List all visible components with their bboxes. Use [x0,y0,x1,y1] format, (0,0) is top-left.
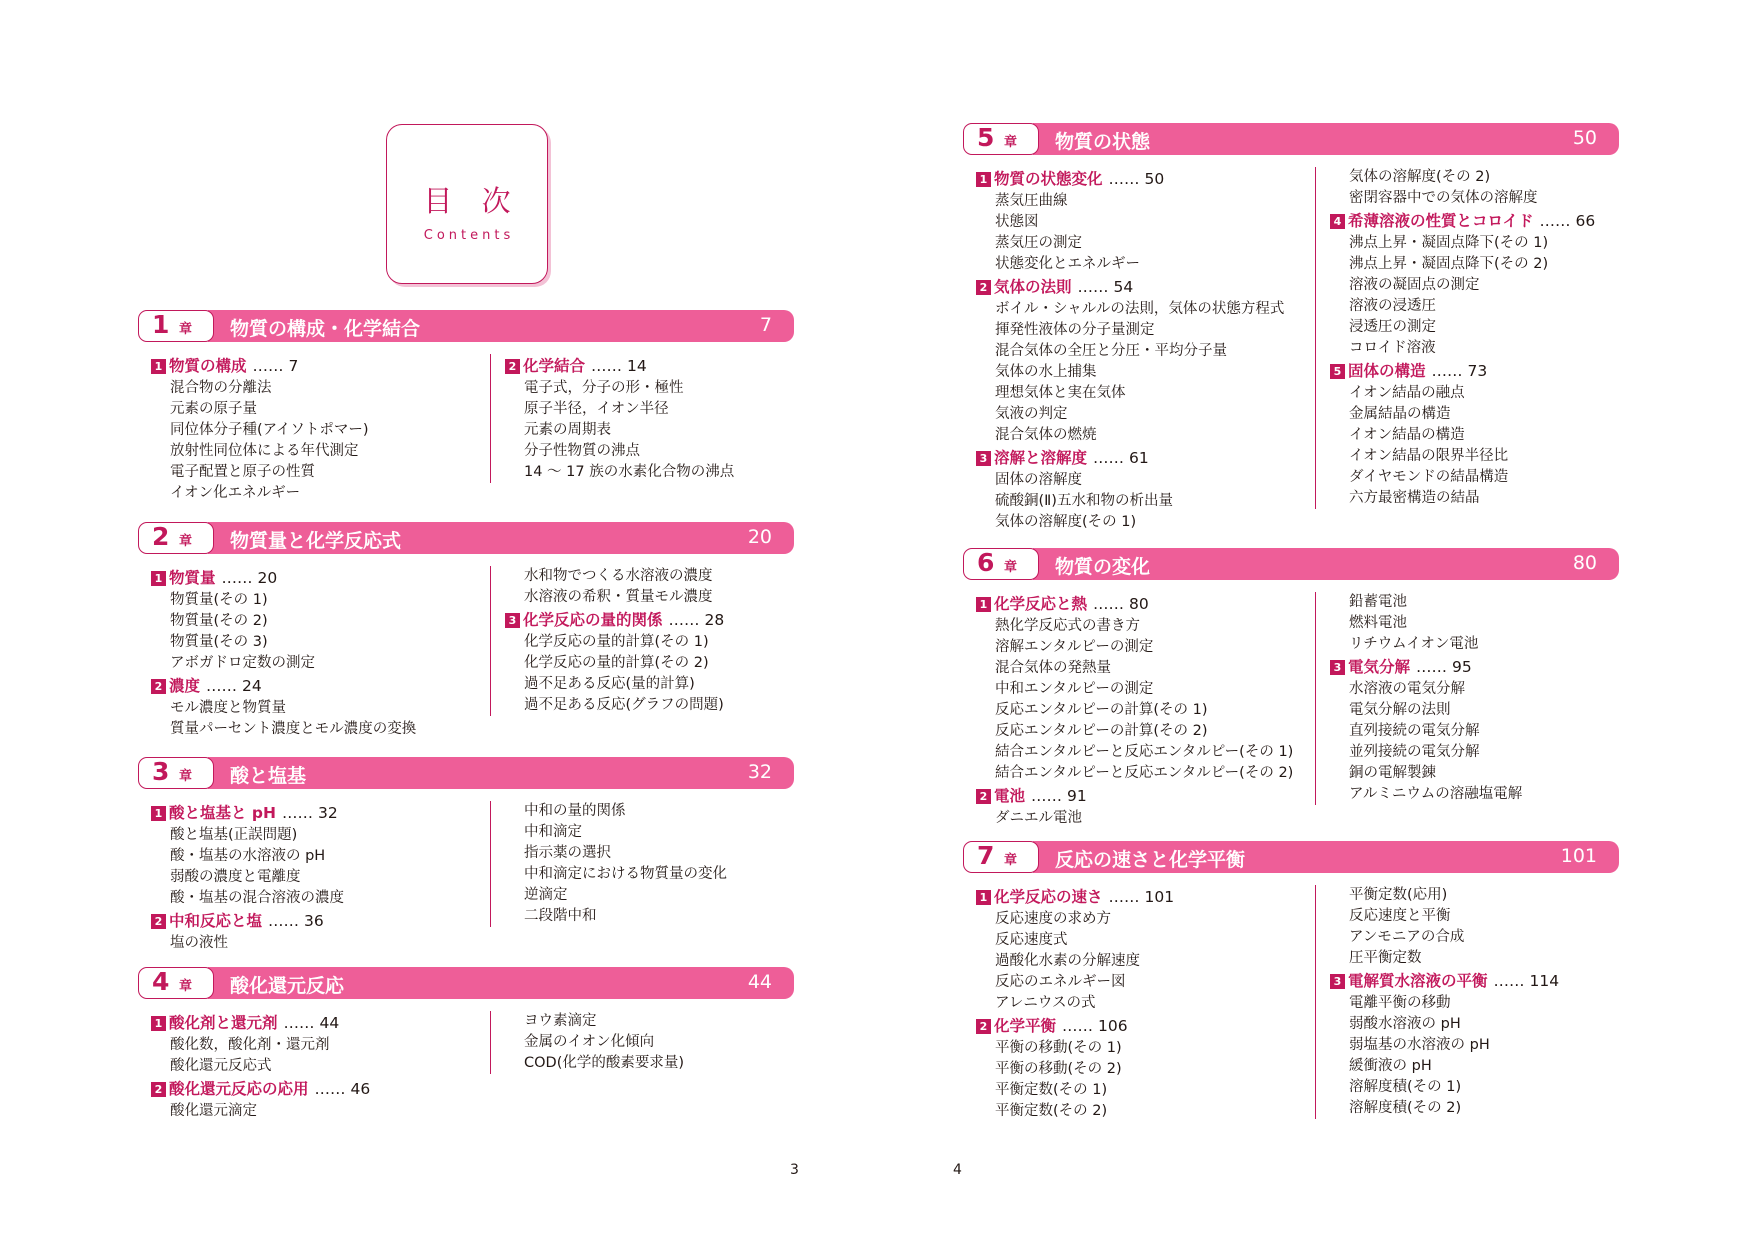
chapter-page: 7 [759,314,772,336]
section-page: 24 [242,677,262,695]
topic-item[interactable]: 沸点上昇・凝固点降下(その 2) [1349,256,1549,272]
topic-item[interactable]: 物質量(その 3) [170,634,268,650]
section-entry[interactable] [505,354,805,378]
chapter-title: 物質の状態 [1055,131,1151,153]
section-title: 固体の構造 [1348,362,1426,380]
section-leader-dots: …… [668,611,700,629]
topic-item[interactable]: 平衡定数(その 2) [995,1103,1108,1119]
chapter-number-tag [138,522,214,554]
section-page: 20 [257,569,278,587]
section-page: 54 [1113,278,1134,296]
topic-item[interactable]: ダニエル電池 [995,810,1082,826]
topic-item[interactable]: 平衡の移動(その 2) [995,1061,1122,1077]
section-leader-dots: …… [1108,170,1140,188]
topic-item[interactable]: 二段階中和 [524,908,597,924]
topic-item[interactable]: 過不足ある反応(量的計算) [524,676,695,692]
section-number-badge: 1 [976,597,991,612]
section-entry[interactable] [976,275,1306,299]
topic-item[interactable]: 状態変化とエネルギー [995,256,1140,272]
section-leader-dots: …… [1416,658,1448,676]
section-leader-dots: …… [1431,362,1463,380]
section-leader-dots: …… [221,569,253,587]
chapter-suffix: 章 [179,534,193,549]
section-leader-dots: …… [1493,972,1525,990]
chapter-title: 酸と塩基 [230,765,307,787]
chapter-number-tag [138,310,214,342]
topic-item[interactable]: 平衡定数(応用) [1349,887,1448,903]
topic-item[interactable]: 酸・塩基の混合溶液の濃度 [170,890,344,906]
section-entry[interactable] [151,674,481,698]
section-leader-dots: …… [1539,212,1571,230]
topic-item[interactable]: ボイル・シャルルの法則，気体の状態方程式 [995,301,1285,317]
chapter-number: 6 [977,548,995,577]
topic-item[interactable]: 過酸化水素の分解速度 [995,953,1140,969]
chapter-right-column [490,354,805,483]
topic-item[interactable]: イオン結晶の融点 [1349,385,1465,401]
topic-item[interactable]: 平衡定数(その 1) [995,1082,1108,1098]
topic-item[interactable]: 化学反応の量的計算(その 2) [524,655,709,671]
section-number-badge: 3 [1330,660,1345,675]
section-page: 80 [1129,595,1149,613]
chapter-number-tag [963,841,1039,873]
chapter-page: 44 [747,971,772,993]
section-number-badge: 1 [151,359,166,374]
section-number-badge: 2 [976,789,991,804]
section-entry[interactable] [151,801,481,825]
topic-item[interactable]: 圧平衡定数 [1349,950,1422,966]
topic-item[interactable]: 指示薬の選択 [524,845,611,861]
section-title: 酸化還元反応の応用 [169,1080,309,1098]
topic-item[interactable]: 電気分解の法則 [1349,702,1451,718]
topic-item[interactable]: 弱酸の濃度と電離度 [170,869,301,885]
section-number-badge: 4 [1330,214,1345,229]
topic-item[interactable]: 分子性物質の沸点 [524,443,640,459]
section-entry[interactable] [151,1011,481,1035]
topic-item[interactable]: 蒸気圧曲線 [995,193,1068,209]
chapter-header[interactable] [138,310,794,342]
topic-item[interactable]: 結合エンタルピーと反応エンタルピー(その 1) [995,744,1294,760]
chapter-page: 101 [1560,845,1597,867]
topic-item[interactable]: イオン結晶の構造 [1349,427,1465,443]
chapter-right-column [490,566,805,716]
topic-item[interactable]: 酸化還元反応式 [170,1058,272,1074]
chapter-page: 80 [1572,552,1597,574]
section-page: 95 [1452,658,1472,676]
topic-item[interactable]: 酸化還元滴定 [170,1103,257,1119]
topic-item[interactable]: 理想気体と実在気体 [995,385,1126,401]
chapter-title: 物質の変化 [1055,556,1151,578]
topic-item[interactable]: 反応速度の求め方 [995,911,1111,927]
section-leader-dots: …… [1093,449,1125,467]
section-number-badge: 1 [151,1016,166,1031]
chapter-left-column [976,592,1306,829]
section-title: 濃度 [169,677,201,695]
chapter-header[interactable] [138,757,794,789]
topic-item[interactable]: 溶解エンタルピーの測定 [995,639,1154,655]
section-title: 化学平衡 [994,1017,1057,1035]
topic-item[interactable]: コロイド溶液 [1349,340,1436,356]
topic-item[interactable]: 反応エンタルピーの計算(その 2) [995,723,1208,739]
topic-item[interactable]: 逆滴定 [524,887,568,903]
topic-item[interactable]: 水和物でつくる水溶液の濃度 [524,568,713,584]
topic-item[interactable]: アルミニウムの溶融塩電解 [1349,786,1523,802]
chapter-header[interactable] [963,123,1619,155]
topic-item[interactable]: 物質量(その 2) [170,613,268,629]
section-page: 101 [1144,888,1175,906]
topic-item[interactable]: 熱化学反応式の書き方 [995,618,1140,634]
section-entry[interactable] [976,784,1306,808]
chapter-number: 1 [152,310,170,339]
chapter-right-column [490,1011,805,1074]
topic-item[interactable]: 塩の液性 [170,935,228,951]
chapter-right-column [490,801,805,927]
topic-item[interactable]: 混合気体の燃焼 [995,427,1097,443]
section-leader-dots: …… [206,677,238,695]
section-leader-dots: …… [1031,787,1063,805]
chapter-suffix: 章 [179,979,193,994]
folio-left: 3 [790,1162,799,1178]
topic-item[interactable]: 溶液の凝固点の測定 [1349,277,1480,293]
section-title: 物質量 [169,569,216,587]
section-entry[interactable] [151,566,481,590]
chapter-number: 5 [977,123,995,152]
topic-item[interactable]: アレニウスの式 [995,995,1096,1011]
section-entry[interactable] [976,1014,1306,1038]
chapter-suffix: 章 [1004,135,1018,150]
chapter-left-column [976,885,1306,1122]
contents-title-box [386,124,548,284]
chapter-left-column [151,566,481,740]
chapter-left-column [151,801,481,954]
section-page: 44 [319,1014,340,1032]
section-entry[interactable] [976,885,1306,909]
topic-item[interactable]: 鉛蓄電池 [1349,594,1407,610]
section-number-badge: 2 [151,914,166,929]
topic-item[interactable]: 固体の溶解度 [995,472,1082,488]
chapter-number-tag [963,123,1039,155]
section-entry[interactable] [976,167,1306,191]
section-entry[interactable] [151,1077,481,1101]
section-title: 物質の状態変化 [994,170,1103,188]
topic-item[interactable]: 原子半径，イオン半径 [524,401,669,417]
topic-item[interactable]: 平衡の移動(その 1) [995,1040,1122,1056]
chapter-suffix: 章 [179,322,193,337]
chapter-page: 32 [747,761,772,783]
chapter-right-column [1315,592,1630,805]
chapter-header[interactable] [138,967,794,999]
chapter-number-tag [138,967,214,999]
topic-item[interactable]: リチウムイオン電池 [1349,636,1479,652]
chapter-left-column [151,354,481,504]
section-leader-dots: …… [283,1014,315,1032]
contents-title: 目 次 [423,184,521,218]
topic-item[interactable]: 混合気体の全圧と分圧・平均分子量 [995,343,1227,359]
section-number-badge: 1 [151,571,166,586]
section-title: 化学反応と熱 [994,595,1088,613]
section-entry[interactable] [151,909,481,933]
topic-item[interactable]: 蒸気圧の測定 [995,235,1082,251]
section-title: 希薄溶液の性質とコロイド [1348,212,1534,230]
section-entry[interactable] [151,354,481,378]
topic-item[interactable]: ダイヤモンドの結晶構造 [1349,469,1509,485]
topic-item[interactable]: アボガドロ定数の測定 [170,655,315,671]
topic-item[interactable]: 混合気体の発熱量 [995,660,1111,676]
section-page: 7 [288,357,299,375]
topic-item[interactable]: 反応速度と平衡 [1349,908,1451,924]
section-leader-dots: …… [1062,1017,1094,1035]
topic-item[interactable]: 放射性同位体による年代測定 [170,443,359,459]
section-number-badge: 2 [976,1019,991,1034]
chapter-page: 20 [747,526,772,548]
chapter-page: 50 [1572,127,1597,149]
topic-item[interactable]: 結合エンタルピーと反応エンタルピー(その 2) [995,765,1294,781]
section-leader-dots: …… [1077,278,1109,296]
section-title: 酸と塩基と pH [169,804,276,822]
topic-item[interactable]: 緩衝液の pH [1349,1058,1432,1074]
chapter-number: 7 [977,841,995,870]
topic-item[interactable]: 化学反応の量的計算(その 1) [524,634,709,650]
section-entry[interactable] [505,608,805,632]
topic-item[interactable]: 元素の原子量 [170,401,257,417]
section-leader-dots: …… [281,804,313,822]
topic-item[interactable]: 中和滴定における物質量の変化 [524,866,727,882]
section-number-badge: 3 [505,613,520,628]
section-entry[interactable] [1330,655,1630,679]
section-entry[interactable] [1330,209,1630,233]
section-entry[interactable] [1330,359,1630,383]
topic-item[interactable]: ヨウ素滴定 [524,1013,597,1029]
section-number-badge: 3 [976,451,991,466]
section-leader-dots: …… [1108,888,1140,906]
topic-item[interactable]: 電子式，分子の形・極性 [524,380,684,396]
section-entry[interactable] [976,592,1306,616]
chapter-right-column [1315,885,1630,1119]
topic-item[interactable]: 気体の溶解度(その 1) [995,514,1137,530]
section-title: 中和反応と塩 [169,912,263,930]
topic-item[interactable]: 中和滴定 [524,824,582,840]
topic-item[interactable]: 中和エンタルピーの測定 [995,681,1154,697]
section-number-badge: 2 [151,679,166,694]
topic-item[interactable]: 状態図 [995,214,1039,230]
topic-item[interactable]: 酸・塩基の水溶液の pH [170,848,326,864]
topic-item[interactable]: 電子配置と原子の性質 [170,464,315,480]
topic-item[interactable]: 酸化数，酸化剤・還元剤 [170,1037,330,1053]
section-title: 電解質水溶液の平衡 [1348,972,1488,990]
section-page: 28 [704,611,725,629]
topic-item[interactable]: 金属結晶の構造 [1349,406,1451,422]
section-page: 66 [1575,212,1596,230]
section-leader-dots: …… [252,357,284,375]
topic-item[interactable]: 溶解度積(その 1) [1349,1079,1462,1095]
chapter-left-column [976,167,1306,533]
section-title: 溶解と溶解度 [994,449,1088,467]
section-number-badge: 3 [1330,974,1345,989]
topic-item[interactable]: 反応のエネルギー図 [995,974,1126,990]
section-page: 106 [1098,1017,1128,1035]
section-entry[interactable] [1330,969,1630,993]
section-title: 電気分解 [1348,658,1411,676]
section-entry[interactable] [976,446,1306,470]
chapter-number: 3 [152,757,170,786]
chapter-header[interactable] [963,841,1619,873]
chapter-number: 2 [152,522,170,551]
section-leader-dots: …… [268,912,300,930]
section-page: 14 [627,357,647,375]
topic-item[interactable]: 銅の電解製錬 [1349,765,1436,781]
section-title: 化学反応の量的関係 [523,611,663,629]
chapter-suffix: 章 [179,769,193,784]
topic-item[interactable]: 密閉容器中での気体の溶解度 [1349,190,1538,206]
chapter-right-column [1315,167,1630,509]
section-number-badge: 2 [505,359,520,374]
topic-item[interactable]: 物質量(その 1) [170,592,268,608]
chapter-title: 物質量と化学反応式 [230,530,402,552]
topic-item[interactable]: 酸と塩基(正誤問題) [170,827,298,843]
chapter-number: 4 [152,967,170,996]
contents-subtitle: Contents [423,228,515,243]
section-title: 化学反応の速さ [994,888,1103,906]
topic-item[interactable]: 気体の溶解度(その 2) [1349,169,1491,185]
topic-item[interactable]: 混合物の分離法 [170,380,272,396]
topic-item[interactable]: 並列接続の電気分解 [1349,744,1480,760]
section-number-badge: 2 [151,1082,166,1097]
chapter-title: 反応の速さと化学平衡 [1055,849,1246,871]
topic-item[interactable]: 直列接続の電気分解 [1349,723,1480,739]
topic-item[interactable]: 燃料電池 [1349,615,1407,631]
topic-item[interactable]: イオン結晶の限界半径比 [1349,448,1509,464]
section-page: 36 [304,912,324,930]
topic-item[interactable]: 金属のイオン化傾向 [524,1034,655,1050]
section-leader-dots: …… [314,1080,346,1098]
chapter-header[interactable] [963,548,1619,580]
topic-item[interactable]: 14 ～ 17 族の水素化合物の沸点 [524,464,735,480]
topic-item[interactable]: 弱酸水溶液の pH [1349,1016,1461,1032]
section-page: 114 [1529,972,1560,990]
topic-item[interactable]: 水溶液の電気分解 [1349,681,1465,697]
chapter-suffix: 章 [1004,560,1018,575]
topic-item[interactable]: モル濃度と物質量 [170,700,286,716]
topic-item[interactable]: 電離平衡の移動 [1349,995,1451,1011]
chapter-title: 物質の構成・化学結合 [230,318,421,340]
topic-item[interactable]: 弱塩基の水溶液の pH [1349,1037,1490,1053]
section-page: 46 [350,1080,371,1098]
right-page [877,0,1755,1241]
topic-item[interactable]: 気液の判定 [995,406,1068,422]
chapter-number-tag [138,757,214,789]
section-page: 61 [1129,449,1149,467]
left-page [0,0,877,1241]
chapter-left-column [151,1011,481,1122]
topic-item[interactable]: 質量パーセント濃度とモル濃度の変換 [170,721,417,737]
section-page: 73 [1467,362,1488,380]
section-number-badge: 5 [1330,364,1345,379]
section-number-badge: 1 [976,890,991,905]
section-leader-dots: …… [591,357,623,375]
section-number-badge: 2 [976,280,991,295]
topic-item[interactable]: 気体の水上捕集 [995,364,1097,380]
chapter-suffix: 章 [1004,853,1018,868]
topic-item[interactable]: アンモニアの合成 [1349,929,1465,945]
topic-item[interactable]: 揮発性液体の分子量測定 [995,322,1155,338]
folio-right: 4 [953,1162,962,1178]
section-page: 50 [1144,170,1165,188]
topic-item[interactable]: 六方最密構造の結晶 [1349,490,1480,506]
section-number-badge: 1 [976,172,991,187]
chapter-title: 酸化還元反応 [230,975,345,997]
section-title: 気体の法則 [994,278,1072,296]
topic-item[interactable]: イオン化エネルギー [170,485,301,501]
section-title: 化学結合 [523,357,586,375]
section-title: 電池 [994,787,1026,805]
section-number-badge: 1 [151,806,166,821]
section-leader-dots: …… [1093,595,1125,613]
topic-item[interactable]: 浸透圧の測定 [1349,319,1436,335]
topic-item[interactable]: 反応速度式 [995,932,1068,948]
chapter-header[interactable] [138,522,794,554]
topic-item[interactable]: 水溶液の希釈・質量モル濃度 [524,589,713,605]
topic-item[interactable]: 元素の周期表 [524,422,611,438]
topic-item[interactable]: 反応エンタルピーの計算(その 1) [995,702,1208,718]
section-page: 91 [1067,787,1087,805]
section-page: 32 [317,804,338,822]
topic-item[interactable]: 溶解度積(その 2) [1349,1100,1462,1116]
topic-item[interactable]: 硫酸銅(Ⅱ)五水和物の析出量 [995,493,1173,509]
topic-item[interactable]: 中和の量的関係 [524,803,626,819]
chapter-number-tag [963,548,1039,580]
topic-item[interactable]: 沸点上昇・凝固点降下(その 1) [1349,235,1549,251]
section-title: 酸化剤と還元剤 [169,1014,278,1032]
topic-item[interactable]: 同位体分子種(アイソトポマー) [170,422,369,438]
topic-item[interactable]: COD(化学的酸素要求量) [524,1055,685,1071]
topic-item[interactable]: 過不足ある反応(グラフの問題) [524,697,724,713]
section-title: 物質の構成 [169,357,247,375]
topic-item[interactable]: 溶液の浸透圧 [1349,298,1436,314]
